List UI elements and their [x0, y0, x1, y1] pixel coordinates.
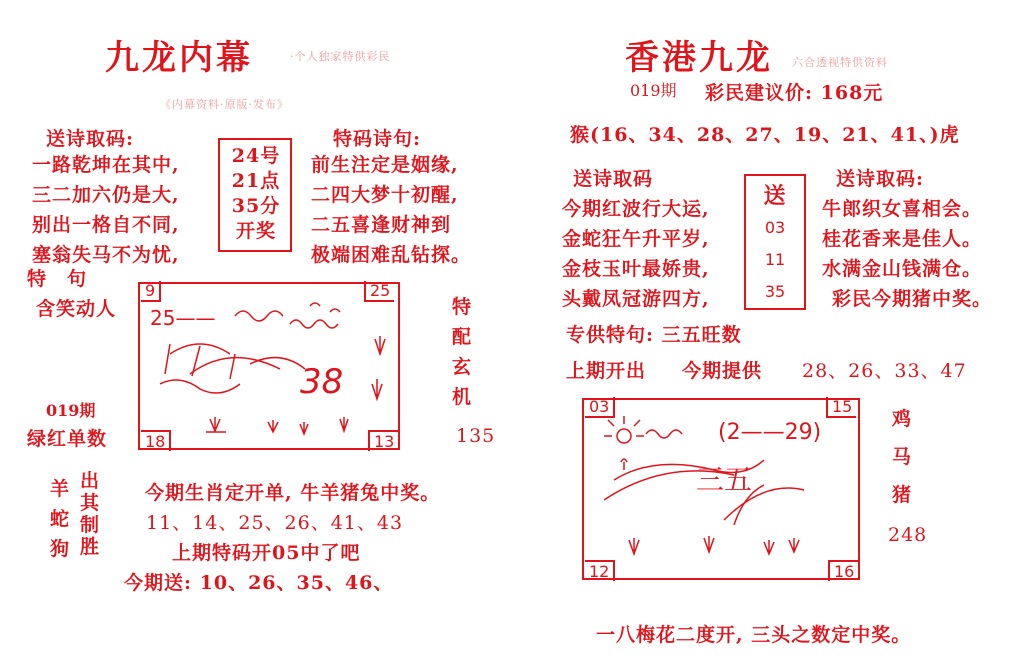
right-side-number: 248: [888, 524, 928, 546]
left-corner-tr: 25: [364, 281, 394, 302]
left-corner-br: 13: [368, 430, 398, 451]
right-poem-right: [822, 194, 992, 314]
right-puzzle-range: (2——29): [718, 420, 822, 445]
left-corner-bl: 18: [141, 430, 171, 451]
poem-line: 塞翁失马不为忧,: [32, 244, 180, 266]
poem-line: 彩民今期猪中奖。: [832, 288, 993, 310]
right-corner-bl: 12: [585, 560, 615, 581]
draw-hour: 21点: [231, 170, 281, 192]
poem-line: 金枝玉叶最娇贵,: [562, 258, 710, 280]
poem-line: 头戴凤冠游四方,: [562, 288, 710, 310]
right-title: 香港九龙: [625, 38, 773, 78]
right-corner-br: 16: [828, 560, 858, 581]
zodiac-char: 羊: [50, 478, 71, 500]
poem-line: 金蛇狂午升平岁,: [562, 228, 710, 250]
poem-line: 牛郎织女喜相会。: [822, 198, 983, 220]
right-send-box-text: [744, 180, 806, 308]
left-note: 《内幕资料·原版·发布》: [160, 98, 289, 111]
poem-line: 二五喜逢财神到: [311, 214, 452, 236]
right-corner-tl: 03: [585, 397, 615, 418]
poem-line: 别出一格自不同,: [32, 214, 180, 236]
right-bottom-line: 一八梅花二度开, 三头之数定中奖。: [596, 624, 912, 646]
animal-char: 马: [892, 446, 913, 468]
left-draw-box-text: [226, 144, 286, 244]
send-label: 送: [763, 183, 787, 209]
left-poem-right-label: 特码诗句:: [333, 128, 422, 150]
left-poem-right: [311, 150, 471, 270]
out-char: 胜: [80, 536, 101, 558]
left-puzzle-number: 38: [300, 362, 344, 402]
poem-line: 水满金山钱满仓。: [822, 258, 983, 280]
right-poem-right-label: 送诗取码:: [836, 168, 925, 190]
draw-number: 24号: [231, 145, 281, 167]
right-monkey-line: 猴(16、34、28、27、19、21、41、)虎: [570, 124, 960, 146]
out-char: 制: [80, 514, 101, 536]
animal-char: 猪: [892, 484, 913, 506]
left-title: 九龙内幕: [105, 38, 253, 78]
left-puzzle-sketch: [140, 284, 398, 448]
left-line4: 今期送: 10、26、35、46、: [124, 572, 394, 594]
left-side-number: 135: [456, 425, 496, 447]
left-odd-even-label: 绿红单数: [27, 428, 108, 450]
send-number: 35: [764, 282, 786, 301]
poem-line: 极端困难乱钻探。: [311, 244, 472, 266]
left-corner-tl: 9: [141, 281, 161, 302]
send-number: 11: [764, 250, 786, 269]
zodiac-char: 狗: [50, 538, 71, 560]
left-poem-left: [32, 150, 180, 270]
left-numbers: 11、14、25、26、41、43: [146, 512, 404, 534]
poem-line: 桂花香来是佳人。: [822, 228, 983, 250]
right-corner-tr: 15: [826, 397, 856, 418]
right-puzzle-sketch: [584, 400, 858, 578]
left-issue: 019期: [46, 401, 96, 420]
right-last-issue-label: 上期开出: [566, 360, 647, 382]
side-char: 机: [452, 386, 473, 408]
poem-line: 一路乾坤在其中,: [32, 154, 180, 176]
right-numbers: 28、26、33、47: [802, 360, 967, 382]
left-line1: 今期生肖定开单, 牛羊猪兔中奖。: [145, 482, 441, 504]
poem-line: 今期红波行大运,: [562, 198, 710, 220]
zodiac-char: 蛇: [50, 508, 71, 530]
right-issue: 019期: [630, 81, 677, 100]
left-special-label: 特 句: [27, 268, 88, 290]
left-side-vertical: [452, 292, 472, 412]
draw-minute: 35分: [231, 195, 281, 217]
left-zodiac: [50, 474, 70, 564]
poem-line: 二四大梦十初醒,: [311, 184, 459, 206]
right-subtitle: 六合透视特供资料: [792, 56, 888, 69]
left-out-chars: [80, 470, 100, 558]
animal-char: 鸡: [892, 408, 913, 430]
right-poem-left-label: 送诗取码: [573, 168, 654, 190]
out-char: 其: [80, 492, 101, 514]
right-this-issue-label: 今期提供: [682, 360, 763, 382]
poem-line: 前生注定是姻缘,: [311, 154, 459, 176]
right-price: 彩民建议价: 168元: [705, 82, 884, 104]
right-puzzle-chars: 三五: [696, 463, 753, 496]
right-side-animals: [892, 400, 912, 514]
send-number: 03: [764, 218, 786, 237]
poem-line: 三二加六仍是大,: [32, 184, 180, 206]
draw-label: 开奖: [235, 220, 276, 242]
side-char: 玄: [452, 356, 473, 378]
right-poem-left: [562, 194, 710, 314]
left-line3: 上期特码开05中了吧: [172, 542, 361, 564]
out-char: 出: [80, 470, 101, 492]
left-puzzle-range: 25——: [150, 306, 216, 330]
left-poem-left-label: 送诗取码:: [46, 128, 135, 150]
side-char: 特: [452, 296, 473, 318]
right-special-phrase: 专供特句: 三五旺数: [566, 324, 742, 346]
left-subtitle: ·个人独家特供彩民: [290, 50, 391, 63]
left-special-phrase: 含笑动人: [36, 298, 117, 320]
side-char: 配: [452, 326, 473, 348]
